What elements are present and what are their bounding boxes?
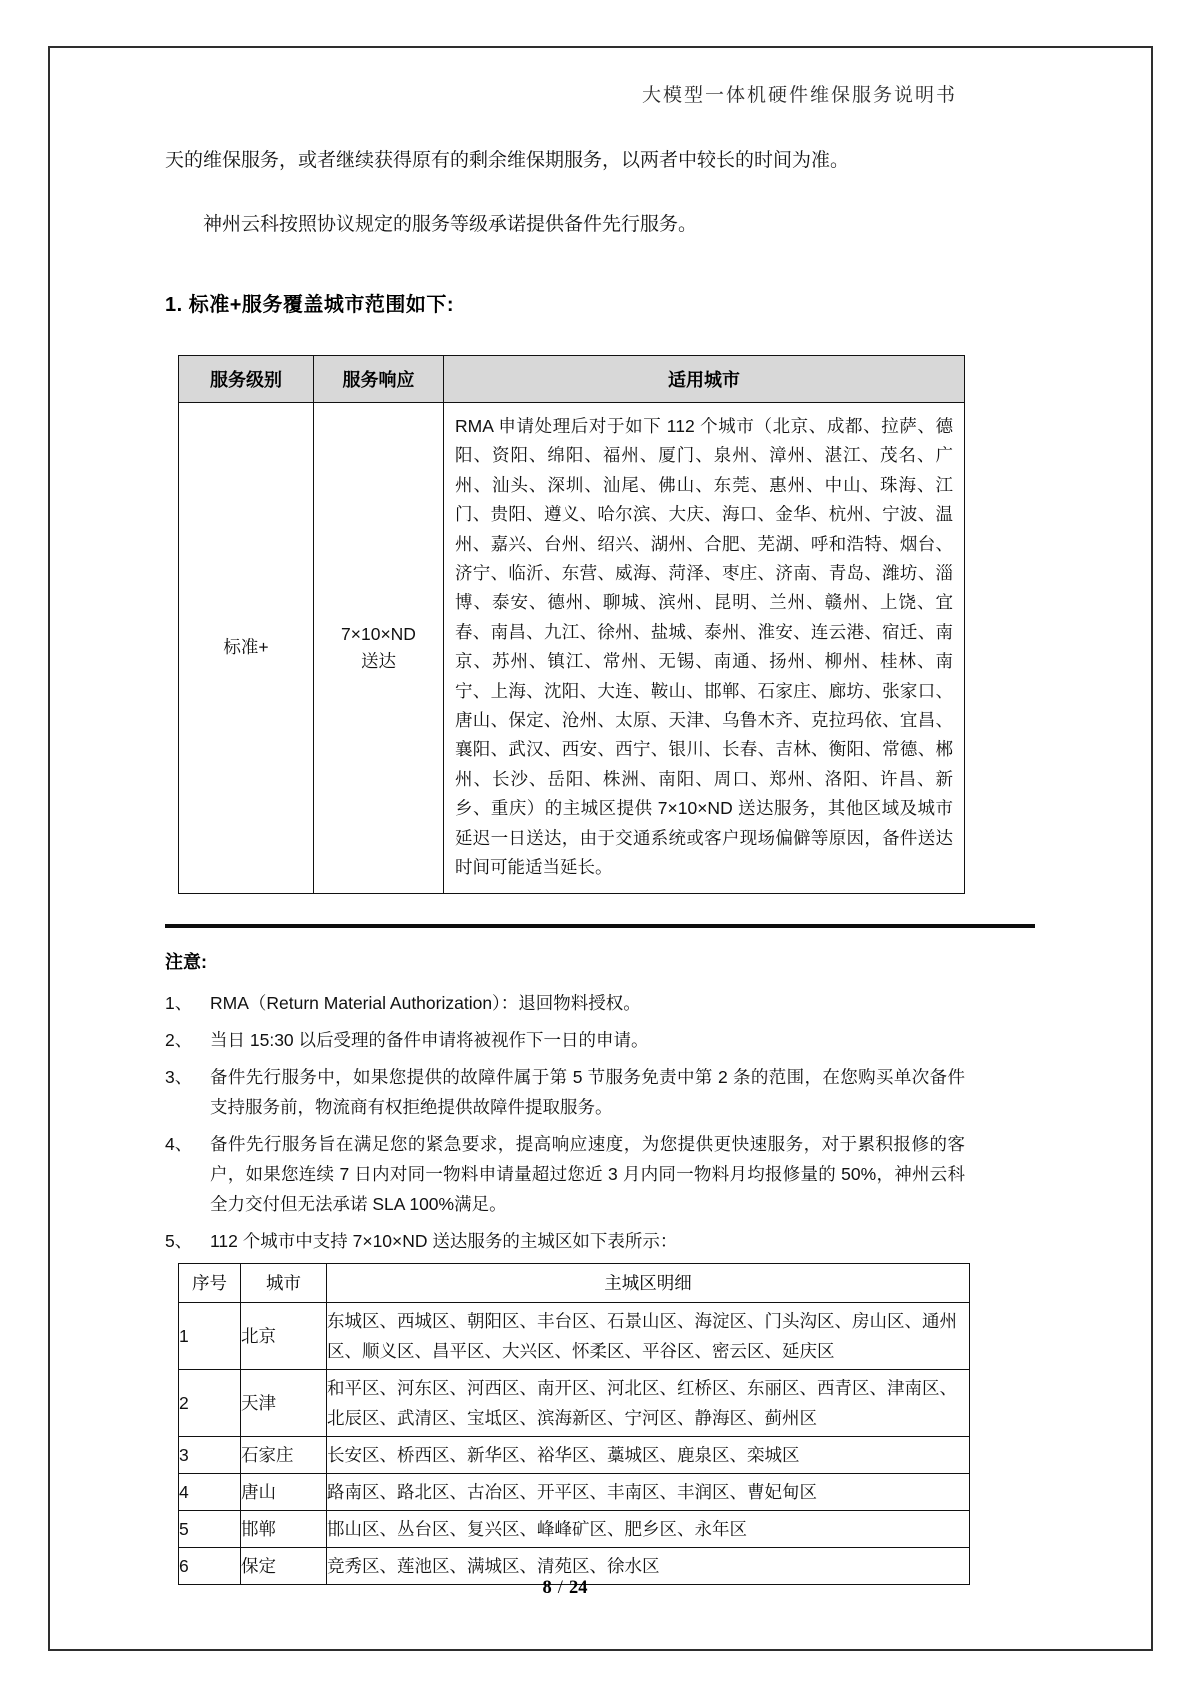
- section-heading-standard-plus-coverage: 1. 标准+服务覆盖城市范围如下:: [165, 294, 455, 316]
- cell-city: 石家庄: [241, 1436, 327, 1473]
- cell-seq-no: 6: [179, 1547, 241, 1584]
- note-text: RMA（Return Material Authorization）：退回物料授权。: [210, 992, 641, 1013]
- note-text: 当日 15:30 以后受理的备件申请将被视作下一日的申请。: [210, 1029, 649, 1050]
- cell-service-level: 标准+: [179, 403, 314, 894]
- cell-seq-no: 2: [179, 1369, 241, 1436]
- note-number: 4、: [165, 1133, 193, 1154]
- cell-city: 唐山: [241, 1473, 327, 1510]
- cell-city: 北京: [241, 1302, 327, 1369]
- service-coverage-table: [178, 355, 965, 894]
- note-text: 备件先行服务旨在满足您的紧急要求，提高响应速度，为您提供更快速服务，对于累积报修的客户，如果您连续 7 日内对同一物料申请量超过您近 3 月内同一物料月均报修量的 50%，神州云科全力交付但无法承诺 SLA 100%满足。: [210, 1133, 965, 1214]
- cell-seq-no: 4: [179, 1473, 241, 1510]
- header-seq-no: 序号: [179, 1263, 241, 1302]
- header-applicable-cities: 适用城市: [444, 356, 965, 403]
- cell-districts: 竞秀区、莲池区、满城区、清苑区、徐水区: [327, 1547, 970, 1584]
- note-item-5: [165, 1226, 965, 1256]
- notes-label: 注意:: [165, 951, 207, 972]
- service-response-line1: 7×10×ND: [341, 623, 416, 644]
- cell-seq-no: 3: [179, 1436, 241, 1473]
- note-number: 1、: [165, 992, 193, 1013]
- table-row-tangshan: [179, 1473, 970, 1510]
- section-divider-rule: [165, 924, 1035, 928]
- header-city: 城市: [241, 1263, 327, 1302]
- main-districts-table: [178, 1263, 970, 1585]
- note-number: 3、: [165, 1066, 193, 1087]
- cell-applicable-cities: RMA 申请处理后对于如下 112 个城市（北京、成都、拉萨、德阳、资阳、绵阳、福州、厦门、泉州、漳州、湛江、茂名、广州、汕头、深圳、汕尾、佛山、东莞、惠州、中山、珠海、江门、贵阳、遵义、哈尔滨、大庆、海口、金华、杭州、宁波、温州、嘉兴、台州、绍兴、湖州、合肥、芜湖、呼和浩特、烟台、济宁、临沂、东营、威海、菏泽、枣庄、济南、青岛、潍坊、淄博、泰安、德州、聊城、滨州、昆明、兰州、赣州、上饶、宜春、南昌、九江、徐州、盐城、泰州、淮安、连云港、宿迁、南京、苏州、镇江、常州、无锡、南通、扬州、柳州、桂林、南宁、上海、沈阳、大连、鞍山、邯郸、石家庄、廊坊、张家口、唐山、保定、沧州、太原、天津、乌鲁木齐、克拉玛依、宜昌、襄阳、武汉、西安、西宁、银川、长春、吉林、衡阳、常德、郴州、长沙、岳阳、株洲、南阳、周口、郑州、洛阳、许昌、新乡、重庆）的主城区提供 7×10×ND 送达服务，其他区域及城市延迟一日送达，由于交通系统或客户现场偏僻等原因，备件送达时间可能适当延长。: [444, 403, 965, 894]
- districts-table-header-row: [179, 1263, 970, 1302]
- note-text: 备件先行服务中，如果您提供的故障件属于第 5 节服务免责中第 2 条的范围，在您购买单次备件支持服务前，物流商有权拒绝提供故障件提取服务。: [210, 1066, 965, 1117]
- note-number: 5、: [165, 1230, 193, 1251]
- paragraph-spare-parts-commitment: 神州云科按照协议规定的服务等级承诺提供备件先行服务。: [203, 214, 698, 235]
- document-header-title: 大模型一体机硬件维保服务说明书: [641, 85, 957, 106]
- note-text: 112 个城市中支持 7×10×ND 送达服务的主城区如下表所示：: [210, 1230, 678, 1251]
- footer-total-pages: 24: [568, 1578, 588, 1598]
- note-item-2: [165, 1025, 965, 1055]
- cell-seq-no: 1: [179, 1302, 241, 1369]
- note-number: 2、: [165, 1029, 193, 1050]
- cell-districts: 路南区、路北区、古冶区、开平区、丰南区、丰润区、曹妃甸区: [327, 1473, 970, 1510]
- cell-service-response: [314, 403, 444, 894]
- header-service-response: 服务响应: [314, 356, 444, 403]
- cell-districts: 长安区、桥西区、新华区、裕华区、藁城区、鹿泉区、栾城区: [327, 1436, 970, 1473]
- note-item-3: [165, 1062, 965, 1122]
- paragraph-warranty-continuation: 天的维保服务，或者继续获得原有的剩余维保期服务，以两者中较长的时间为准。: [165, 150, 850, 171]
- cell-city: 保定: [241, 1547, 327, 1584]
- cell-districts: 东城区、西城区、朝阳区、丰台区、石景山区、海淀区、门头沟区、房山区、通州区、顺义区、昌平区、大兴区、怀柔区、平谷区、密云区、延庆区: [327, 1302, 970, 1369]
- cell-city: 天津: [241, 1369, 327, 1436]
- note-item-1: [165, 988, 965, 1018]
- footer-page-number: 8: [542, 1578, 552, 1598]
- cell-city: 邯郸: [241, 1510, 327, 1547]
- header-district-detail: 主城区明细: [327, 1263, 970, 1302]
- page-footer: [165, 1578, 965, 1599]
- service-response-line2: 送达: [361, 650, 396, 671]
- header-service-level: 服务级别: [179, 356, 314, 403]
- cell-districts: 邯山区、丛台区、复兴区、峰峰矿区、肥乡区、永年区: [327, 1510, 970, 1547]
- service-table-row: [179, 403, 965, 894]
- table-row-beijing: [179, 1302, 970, 1369]
- footer-separator: /: [557, 1578, 563, 1598]
- cell-districts: 和平区、河东区、河西区、南开区、河北区、红桥区、东丽区、西青区、津南区、北辰区、武清区、宝坻区、滨海新区、宁河区、静海区、蓟州区: [327, 1369, 970, 1436]
- page-content: [165, 148, 965, 1585]
- note-item-4: [165, 1129, 965, 1219]
- table-row-handan: [179, 1510, 970, 1547]
- service-table-header-row: [179, 356, 965, 403]
- table-row-tianjin: [179, 1369, 970, 1436]
- table-row-shijiazhuang: [179, 1436, 970, 1473]
- cell-seq-no: 5: [179, 1510, 241, 1547]
